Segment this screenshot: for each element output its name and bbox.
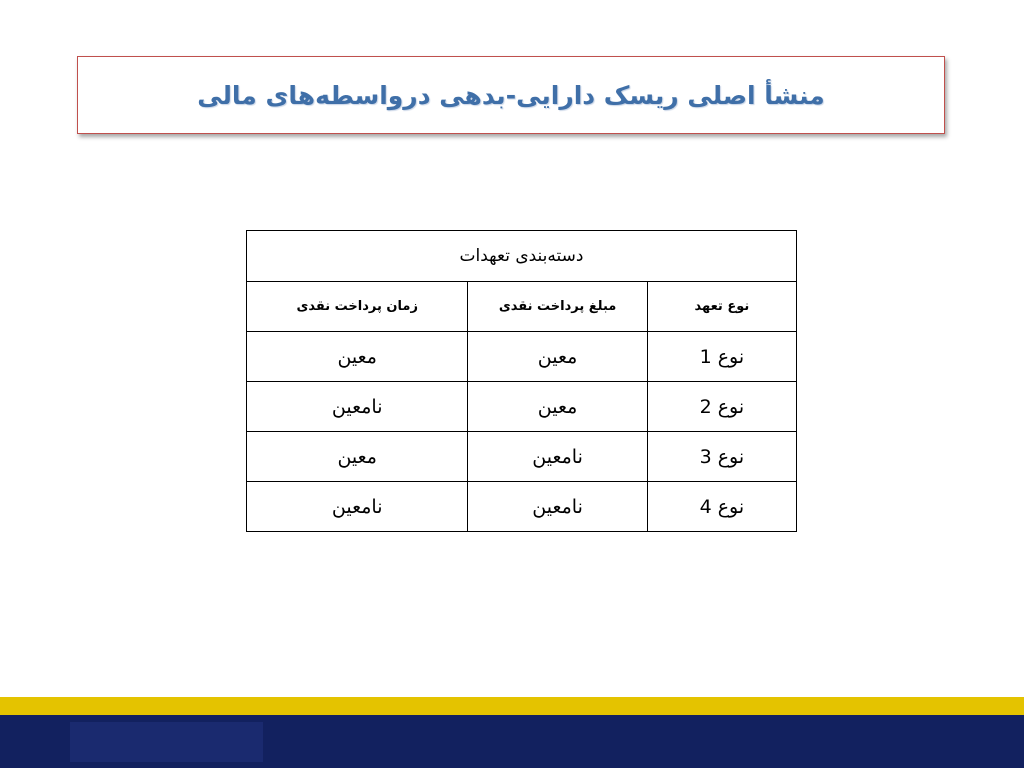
cell-time: نامعین	[247, 382, 468, 432]
cell-time: نامعین	[247, 482, 468, 532]
header-commitment-type: نوع تعهد	[647, 282, 796, 332]
table-row	[247, 382, 797, 432]
slide-title: منشأ اصلی ریسک دارایی-بدهی درواسطه‌های مالی	[197, 80, 825, 110]
cell-type: نوع 1	[647, 332, 796, 382]
header-payment-amount: مبلغ پرداخت نقدی	[468, 282, 647, 332]
commitments-table	[246, 230, 797, 532]
table-caption-row	[247, 231, 797, 282]
cell-type: نوع 2	[647, 382, 796, 432]
slide-title-box	[77, 56, 945, 134]
cell-amount: معین	[468, 382, 647, 432]
header-payment-time: زمان پرداخت نقدی	[247, 282, 468, 332]
table-header-row	[247, 282, 797, 332]
footer-yellow-band	[0, 697, 1024, 715]
table-row	[247, 432, 797, 482]
cell-amount: معین	[468, 332, 647, 382]
table-row	[247, 332, 797, 382]
cell-amount: نامعین	[468, 432, 647, 482]
table-caption: دسته‌بندی تعهدات	[247, 231, 797, 282]
cell-type: نوع 3	[647, 432, 796, 482]
cell-amount: نامعین	[468, 482, 647, 532]
table-row	[247, 482, 797, 532]
footer-decorative-block	[70, 722, 263, 762]
cell-type: نوع 4	[647, 482, 796, 532]
cell-time: معین	[247, 332, 468, 382]
cell-time: معین	[247, 432, 468, 482]
